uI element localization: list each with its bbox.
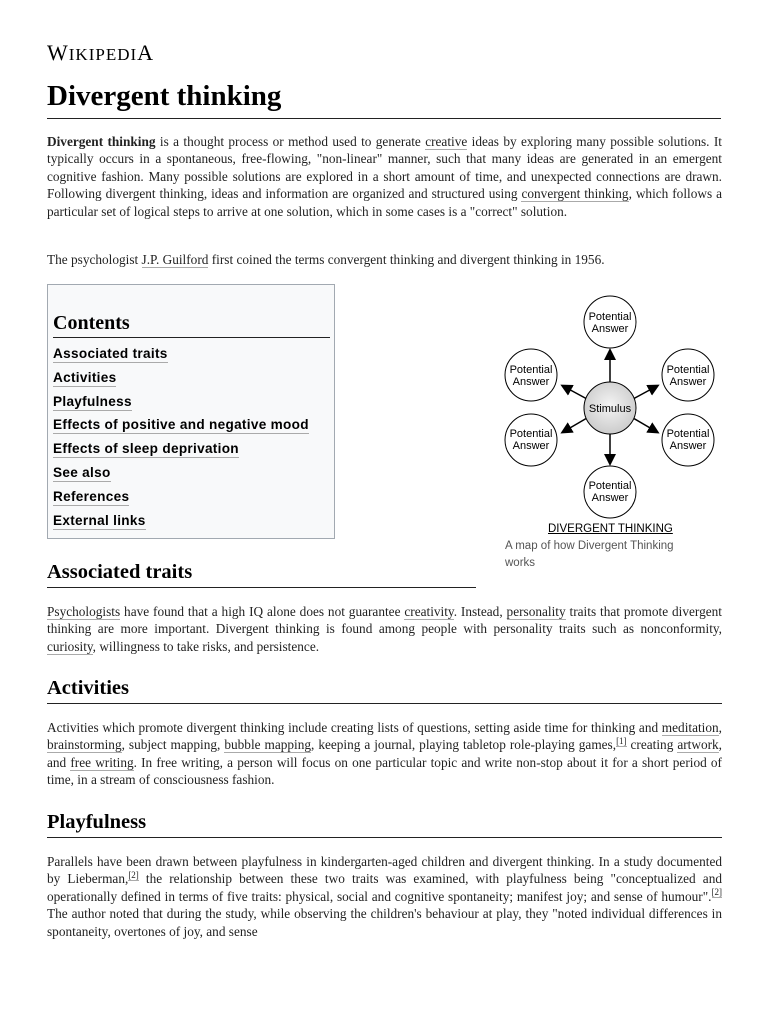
at-text-4: , willingness to take risks, and persistence. [92, 638, 320, 654]
toc-item-activities[interactable]: Activities [53, 370, 117, 385]
activities-paragraph [47, 719, 722, 789]
ref-2[interactable]: [2] [128, 869, 139, 880]
link-free-writing[interactable]: free writing [70, 754, 134, 770]
intro-text-3: , which follows a particular set of logical steps to arrive at one solution, which in some cases is a "correct" solution. [47, 186, 722, 219]
wordmark-first: W [47, 40, 69, 65]
link-bubble-mapping[interactable]: bubble mapping [224, 737, 312, 753]
intro-text-1: is a thought process or method used to generate [155, 134, 426, 149]
answer-label-line2: Answer [512, 376, 550, 388]
answer-label-line2: Answer [669, 376, 707, 388]
act-text-7: . In free writing, a person will focus on one particular topic and write non-stop about it for a short period of time, in a stream of consciousness fashion. [47, 754, 722, 788]
associated-traits-paragraph [47, 603, 722, 655]
toc-item-mood[interactable]: Effects of positive and negative mood [53, 417, 309, 432]
toc-title: Contents [53, 311, 330, 338]
toc-item-external-links[interactable]: External links [53, 513, 146, 528]
ref-2[interactable]: [2] [711, 887, 722, 898]
answer-label-line1: Potential [588, 480, 632, 492]
link-personality[interactable]: personality [506, 604, 566, 619]
stimulus-label: Stimulus [588, 403, 632, 415]
link-jp-guilford[interactable]: J.P. Guilford [141, 252, 209, 267]
toc-item-see-also[interactable]: See also [53, 465, 111, 480]
link-brainstorming[interactable]: brainstorming [47, 737, 122, 753]
table-of-contents [47, 284, 335, 539]
arrow-lower-left [563, 418, 587, 432]
arrow-upper-left [563, 386, 587, 399]
toc-item-playfulness[interactable]: Playfulness [53, 394, 132, 409]
toc-item-sleep[interactable]: Effects of sleep deprivation [53, 441, 239, 456]
answer-label-line1: Potential [666, 428, 710, 440]
intro-paragraph [47, 133, 722, 220]
wordmark-middle: IKIPEDI [68, 45, 138, 64]
act-text-1: Activities which promote divergent thinking include creating lists of questions, setting aside time for thinking and [47, 720, 662, 735]
toc-item-references[interactable]: References [53, 489, 130, 504]
arrow-lower-right [633, 418, 657, 432]
answer-label-line1: Potential [588, 311, 632, 323]
heading-activities: Activities [47, 675, 722, 704]
act-text-6: , and [47, 737, 722, 770]
figure-caption: A map of how Divergent Thinking works [505, 540, 674, 569]
guilford-text-1: The psychologist [47, 252, 142, 267]
ref-1[interactable]: [1] [616, 735, 627, 746]
play-text-2: the relationship between these two traits was examined, with playfulness being "conceptualized and operationally defined in terms of five traits: physical, social and cognitive spontaneity; manifest joy; and sense of humour". [47, 871, 722, 904]
answer-label-line2: Answer [669, 440, 707, 452]
answer-label-line2: Answer [591, 323, 629, 335]
answer-label-line1: Potential [509, 364, 553, 376]
at-text-3: traits that promote divergent thinking are more important. Divergent thinking is found among people with personality traits such as nonconformity, [47, 604, 722, 637]
link-artwork[interactable]: artwork [677, 737, 719, 753]
answer-label-line2: Answer [591, 492, 629, 504]
at-text-1: have found that a high IQ alone does not guarantee [120, 604, 405, 619]
link-meditation[interactable]: meditation [661, 720, 719, 735]
wordmark-last: A [137, 40, 155, 65]
answer-label-line1: Potential [509, 428, 553, 440]
toc-item-associated-traits[interactable]: Associated traits [53, 346, 168, 361]
answer-label-line2: Answer [512, 440, 550, 452]
wikipedia-wordmark[interactable] [47, 40, 154, 66]
guilford-text-2: first coined the terms convergent thinking and divergent thinking in 1956. [208, 252, 605, 267]
link-curiosity[interactable]: curiosity [47, 638, 93, 654]
heading-associated-traits: Associated traits [47, 559, 476, 588]
heading-playfulness: Playfulness [47, 809, 722, 838]
divergent-thinking-diagram[interactable] [499, 292, 719, 522]
intro-term: Divergent thinking [47, 134, 156, 149]
at-text-2: . Instead, [453, 604, 507, 619]
playfulness-paragraph [47, 853, 722, 940]
link-creativity[interactable]: creativity [404, 604, 454, 619]
link-psychologists[interactable]: Psychologists [47, 604, 121, 619]
act-text-2: , [718, 720, 722, 735]
figure-title: DIVERGENT THINKING [548, 523, 673, 535]
act-text-3: , subject mapping, [121, 737, 225, 753]
guilford-paragraph [47, 251, 722, 268]
page-title: Divergent thinking [47, 78, 721, 119]
act-text-4: , keeping a journal, playing tabletop role-playing games, [311, 737, 617, 753]
link-creative[interactable]: creative [425, 134, 468, 149]
act-text-5: creating [626, 737, 678, 753]
play-text-1: Parallels have been drawn between playfulness in kindergarten-aged children and divergent thinking. In a study documented by Lieberman, [47, 854, 722, 887]
answer-label-line1: Potential [666, 364, 710, 376]
play-text-3: The author noted that during the study, while observing the children's behaviour at play, they "noted individual differences in spontaneity, overtones of joy, and sense [47, 906, 722, 939]
link-convergent-thinking[interactable]: convergent thinking [521, 186, 629, 202]
arrow-upper-right [633, 386, 657, 399]
intro-text-2: ideas by exploring many possible solutions. It typically occurs in a spontaneous, free-flowing, "non-linear" manner, such that many ideas are generated in an emergent cognitive fashion. Many possible solutions are explored in a short amount of time, and unexpected connections are drawn. Following divergent thinking, ideas and information are organized and structured using [47, 134, 722, 202]
